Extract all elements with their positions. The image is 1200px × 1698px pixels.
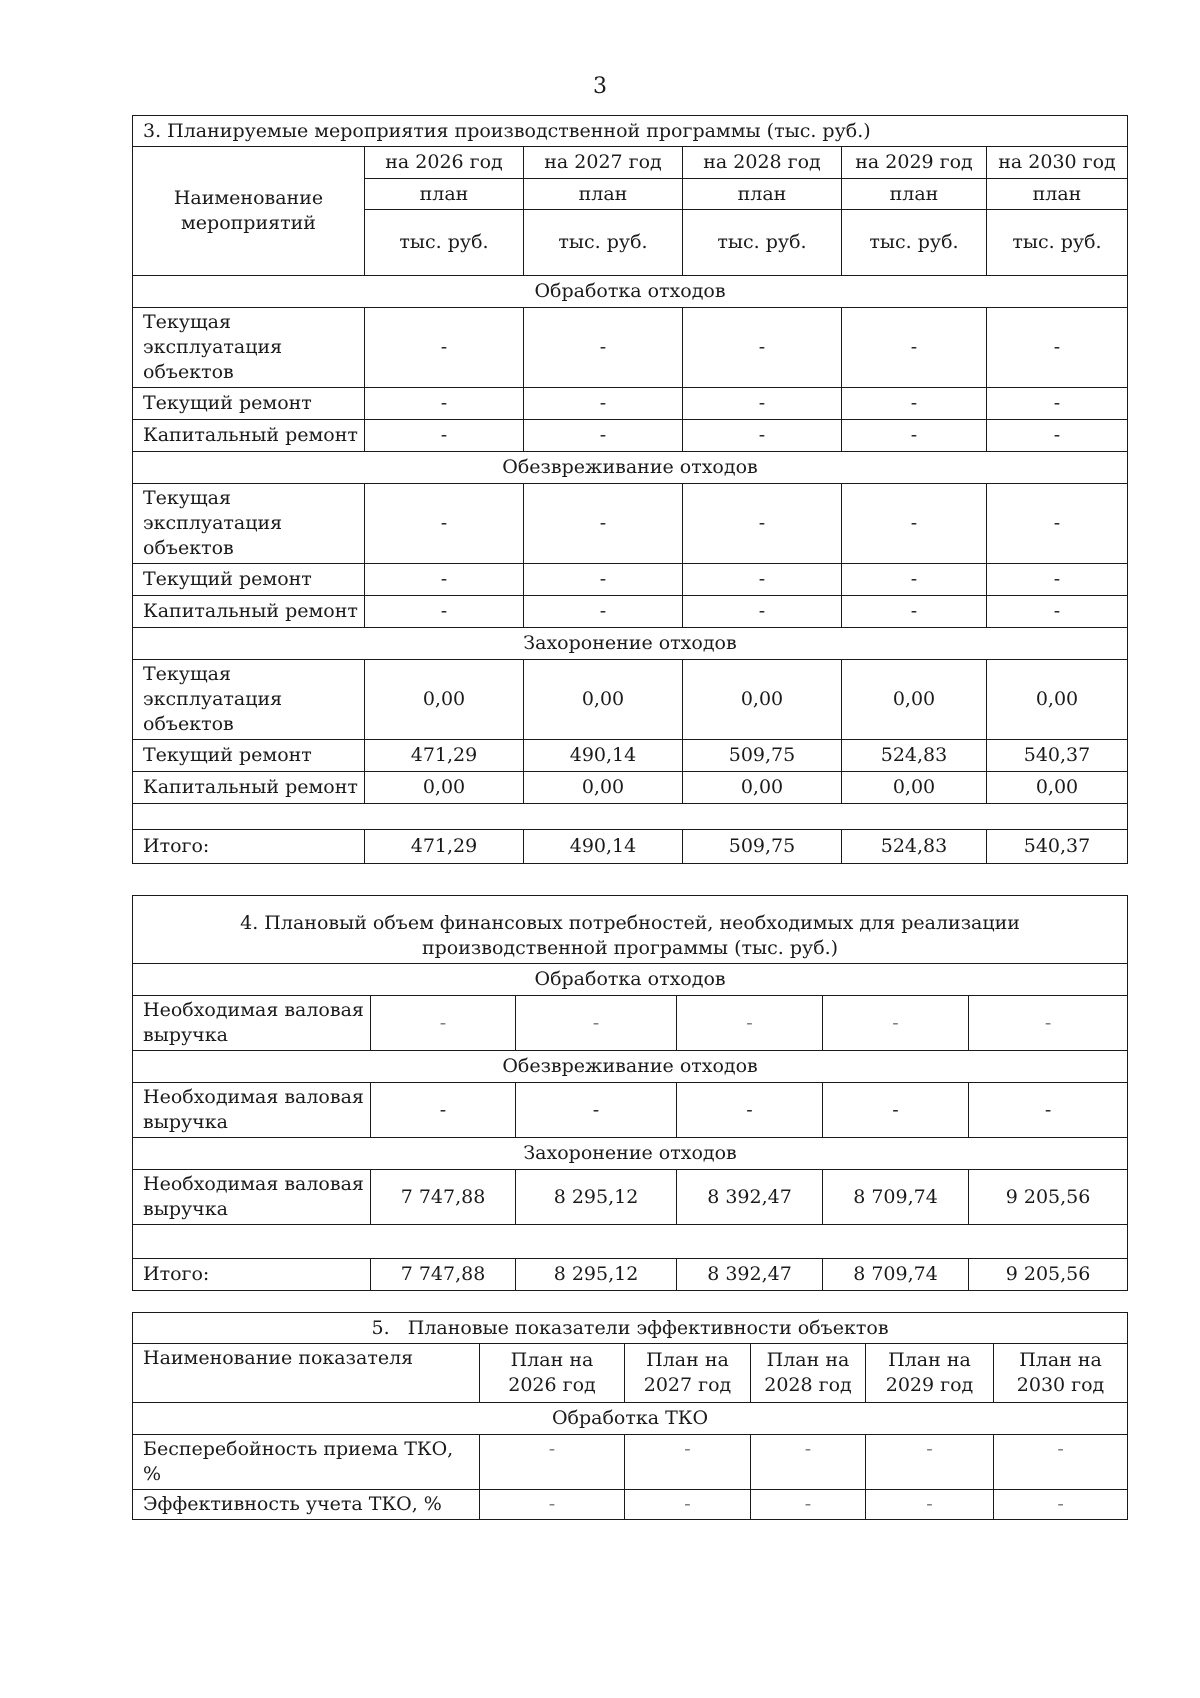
- cell-value: -: [365, 564, 524, 596]
- total-value: 540,37: [987, 830, 1128, 864]
- cell-value: -: [969, 996, 1128, 1051]
- cell-value: -: [371, 996, 516, 1051]
- row-name: Эффективность учета ТКО, %: [133, 1490, 480, 1520]
- year-header: на 2026 год: [365, 147, 524, 179]
- spacer-row: [133, 1225, 1128, 1259]
- efficiency-indicators-table: [132, 1312, 1128, 1520]
- cell-value: 0,00: [842, 772, 987, 804]
- cell-value: -: [516, 1083, 677, 1138]
- column-header-name: Наименование показателя: [133, 1344, 480, 1403]
- cell-value: -: [371, 1083, 516, 1138]
- cell-value: -: [524, 388, 683, 420]
- cell-value: 524,83: [842, 740, 987, 772]
- total-value: 7 747,88: [371, 1259, 516, 1291]
- cell-value: -: [365, 420, 524, 452]
- cell-value: -: [987, 484, 1128, 564]
- table-row: [133, 484, 1128, 564]
- section-title: Обработка отходов: [133, 276, 1128, 308]
- year-header: План на 2029 год: [866, 1344, 994, 1403]
- section-title: Обезвреживание отходов: [133, 1051, 1128, 1083]
- year-header: на 2030 год: [987, 147, 1128, 179]
- cell-value: -: [365, 388, 524, 420]
- table-row: [133, 388, 1128, 420]
- cell-value: 490,14: [524, 740, 683, 772]
- cell-value: -: [516, 996, 677, 1051]
- unit-label: тыс. руб.: [842, 210, 987, 276]
- cell-value: 0,00: [365, 660, 524, 740]
- total-value: 8 295,12: [516, 1259, 677, 1291]
- table-row: [133, 420, 1128, 452]
- table-row: [133, 996, 1128, 1051]
- cell-value: -: [683, 308, 842, 388]
- unit-label: тыс. руб.: [524, 210, 683, 276]
- year-header: на 2029 год: [842, 147, 987, 179]
- cell-value: 8 709,74: [823, 1170, 969, 1225]
- row-name: Необходимая валовая выручка: [133, 1170, 371, 1225]
- total-label: Итого:: [133, 1259, 371, 1291]
- plan-label: план: [987, 179, 1128, 210]
- year-header: на 2028 год: [683, 147, 842, 179]
- section-title: Захоронение отходов: [133, 1138, 1128, 1170]
- table-row: [133, 1435, 1128, 1490]
- total-value: 9 205,56: [969, 1259, 1128, 1291]
- table-row: [133, 660, 1128, 740]
- total-value: 8 392,47: [677, 1259, 823, 1291]
- table-row: [133, 1083, 1128, 1138]
- cell-value: 471,29: [365, 740, 524, 772]
- spacer-row: [133, 804, 1128, 830]
- cell-value: 540,37: [987, 740, 1128, 772]
- financial-needs-table: [132, 895, 1128, 1291]
- cell-value: -: [842, 388, 987, 420]
- cell-value: -: [480, 1435, 625, 1490]
- cell-value: -: [866, 1435, 994, 1490]
- cell-value: -: [987, 420, 1128, 452]
- total-row: [133, 830, 1128, 864]
- row-name: Текущий ремонт: [133, 564, 365, 596]
- cell-value: 0,00: [683, 772, 842, 804]
- year-header: План на 2026 год: [480, 1344, 625, 1403]
- table-row: [133, 1490, 1128, 1520]
- plan-label: план: [683, 179, 842, 210]
- year-header: План на 2030 год: [994, 1344, 1128, 1403]
- cell-value: 0,00: [987, 772, 1128, 804]
- cell-value: -: [524, 420, 683, 452]
- table-row: [133, 1170, 1128, 1225]
- cell-value: -: [842, 308, 987, 388]
- cell-value: -: [683, 564, 842, 596]
- section-title: Обработка ТКО: [133, 1403, 1128, 1435]
- cell-value: -: [823, 996, 969, 1051]
- cell-value: -: [751, 1435, 866, 1490]
- row-name: Текущая эксплуатация объектов: [133, 660, 365, 740]
- cell-value: -: [987, 388, 1128, 420]
- year-header: План на 2027 год: [625, 1344, 751, 1403]
- cell-value: -: [842, 564, 987, 596]
- cell-value: -: [524, 484, 683, 564]
- plan-label: план: [842, 179, 987, 210]
- total-value: 490,14: [524, 830, 683, 864]
- plan-label: план: [365, 179, 524, 210]
- table-title: 3. Планируемые мероприятия производственной программы (тыс. руб.): [133, 116, 1128, 147]
- cell-value: 9 205,56: [969, 1170, 1128, 1225]
- cell-value: -: [987, 564, 1128, 596]
- section-title: Обработка отходов: [133, 964, 1128, 996]
- cell-value: 8 295,12: [516, 1170, 677, 1225]
- cell-value: -: [677, 1083, 823, 1138]
- table-row: [133, 564, 1128, 596]
- row-name: Капитальный ремонт: [133, 420, 365, 452]
- cell-value: -: [866, 1490, 994, 1520]
- cell-value: -: [994, 1435, 1128, 1490]
- cell-value: -: [365, 484, 524, 564]
- cell-value: 0,00: [987, 660, 1128, 740]
- page-number: 3: [593, 74, 607, 99]
- row-name: Текущий ремонт: [133, 388, 365, 420]
- total-value: 471,29: [365, 830, 524, 864]
- cell-value: 0,00: [365, 772, 524, 804]
- cell-value: 7 747,88: [371, 1170, 516, 1225]
- cell-value: -: [365, 308, 524, 388]
- cell-value: -: [524, 596, 683, 628]
- year-header: План на 2028 год: [751, 1344, 866, 1403]
- row-name: Необходимая валовая выручка: [133, 1083, 371, 1138]
- unit-label: тыс. руб.: [683, 210, 842, 276]
- cell-value: 0,00: [842, 660, 987, 740]
- cell-value: -: [842, 484, 987, 564]
- cell-value: -: [524, 308, 683, 388]
- cell-value: -: [987, 596, 1128, 628]
- section-title: Обезвреживание отходов: [133, 452, 1128, 484]
- section-title: Захоронение отходов: [133, 628, 1128, 660]
- row-name: Текущий ремонт: [133, 740, 365, 772]
- row-name: Бесперебойность приема ТКО, %: [133, 1435, 480, 1490]
- cell-value: -: [842, 420, 987, 452]
- column-header-name: Наименование мероприятий: [133, 147, 365, 276]
- row-name: Текущая эксплуатация объектов: [133, 484, 365, 564]
- cell-value: -: [987, 308, 1128, 388]
- total-value: 8 709,74: [823, 1259, 969, 1291]
- planned-activities-table: [132, 115, 1128, 864]
- cell-value: -: [625, 1490, 751, 1520]
- unit-label: тыс. руб.: [365, 210, 524, 276]
- total-value: 509,75: [683, 830, 842, 864]
- table-row: [133, 740, 1128, 772]
- table-title: 4. Плановый объем финансовых потребностей, необходимых для реализации производственной программы (тыс. руб.): [133, 896, 1128, 964]
- row-name: Текущая эксплуатация объектов: [133, 308, 365, 388]
- cell-value: -: [994, 1490, 1128, 1520]
- cell-value: -: [480, 1490, 625, 1520]
- total-row: [133, 1259, 1128, 1291]
- cell-value: -: [683, 596, 842, 628]
- table-row: [133, 596, 1128, 628]
- cell-value: -: [823, 1083, 969, 1138]
- cell-value: -: [969, 1083, 1128, 1138]
- unit-label: тыс. руб.: [987, 210, 1128, 276]
- cell-value: -: [683, 420, 842, 452]
- cell-value: 8 392,47: [677, 1170, 823, 1225]
- cell-value: 509,75: [683, 740, 842, 772]
- table-title: 5. Плановые показатели эффективности объектов: [133, 1313, 1128, 1344]
- row-name: Капитальный ремонт: [133, 596, 365, 628]
- total-value: 524,83: [842, 830, 987, 864]
- cell-value: -: [677, 996, 823, 1051]
- cell-value: 0,00: [683, 660, 842, 740]
- cell-value: 0,00: [524, 660, 683, 740]
- table-row: [133, 308, 1128, 388]
- cell-value: -: [625, 1435, 751, 1490]
- cell-value: -: [683, 484, 842, 564]
- year-header: на 2027 год: [524, 147, 683, 179]
- plan-label: план: [524, 179, 683, 210]
- cell-value: -: [524, 564, 683, 596]
- table-row: [133, 772, 1128, 804]
- total-label: Итого:: [133, 830, 365, 864]
- cell-value: -: [365, 596, 524, 628]
- cell-value: -: [751, 1490, 866, 1520]
- cell-value: -: [683, 388, 842, 420]
- row-name: Капитальный ремонт: [133, 772, 365, 804]
- row-name: Необходимая валовая выручка: [133, 996, 371, 1051]
- cell-value: -: [842, 596, 987, 628]
- cell-value: 0,00: [524, 772, 683, 804]
